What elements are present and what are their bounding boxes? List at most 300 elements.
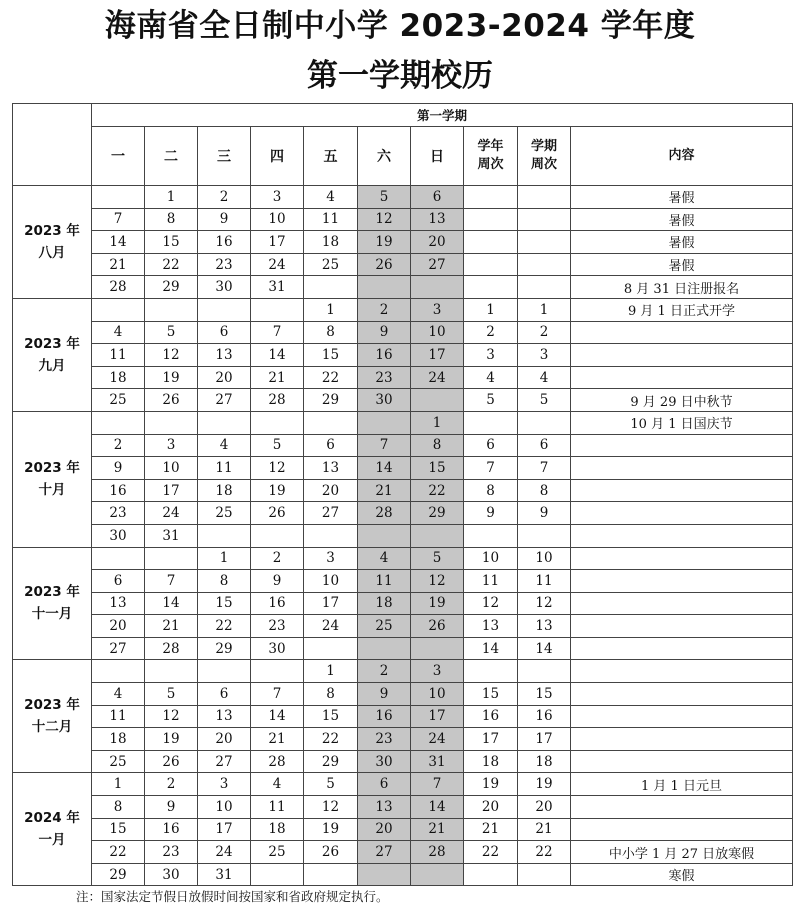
day-cell: 7 bbox=[92, 208, 145, 231]
day-cell: 1 bbox=[145, 186, 198, 209]
month-label bbox=[13, 773, 92, 886]
day-cell: 18 bbox=[304, 231, 358, 254]
day-cell: 4 bbox=[198, 434, 251, 457]
day-cell: 21 bbox=[145, 615, 198, 638]
day-cell: 31 bbox=[251, 276, 304, 299]
term-week-cell: 14 bbox=[518, 637, 571, 660]
day-cell: 27 bbox=[358, 841, 411, 864]
day-cell: 23 bbox=[251, 615, 304, 638]
weekday-header: 一 bbox=[92, 127, 145, 186]
week-row bbox=[13, 592, 793, 615]
day-cell: 4 bbox=[358, 547, 411, 570]
day-cell: 5 bbox=[145, 683, 198, 706]
day-cell: 24 bbox=[411, 728, 464, 751]
day-cell bbox=[92, 186, 145, 209]
day-cell: 10 bbox=[145, 457, 198, 480]
day-cell: 17 bbox=[411, 705, 464, 728]
day-cell bbox=[411, 863, 464, 886]
day-cell: 31 bbox=[411, 750, 464, 773]
day-cell bbox=[198, 660, 251, 683]
content-cell bbox=[571, 524, 793, 547]
day-cell: 9 bbox=[358, 683, 411, 706]
day-cell: 24 bbox=[251, 253, 304, 276]
day-cell: 9 bbox=[92, 457, 145, 480]
week-row bbox=[13, 298, 793, 321]
calendar-title: 海南省全日制中小学 2023-2024 学年度 bbox=[104, 8, 696, 44]
term-week-cell bbox=[518, 186, 571, 209]
day-cell bbox=[304, 524, 358, 547]
day-cell: 16 bbox=[358, 705, 411, 728]
day-cell bbox=[358, 863, 411, 886]
year-week-cell bbox=[464, 253, 518, 276]
day-cell bbox=[251, 298, 304, 321]
day-cell: 25 bbox=[251, 841, 304, 864]
year-week-cell bbox=[464, 411, 518, 434]
term-week-cell: 9 bbox=[518, 502, 571, 525]
day-cell bbox=[251, 411, 304, 434]
day-cell: 28 bbox=[251, 750, 304, 773]
day-cell bbox=[358, 524, 411, 547]
day-cell: 29 bbox=[304, 389, 358, 412]
day-cell: 11 bbox=[358, 570, 411, 593]
week-row bbox=[13, 231, 793, 254]
content-cell: 暑假 bbox=[571, 231, 793, 254]
day-cell: 25 bbox=[358, 615, 411, 638]
day-cell: 26 bbox=[145, 389, 198, 412]
day-cell: 17 bbox=[145, 479, 198, 502]
content-cell: 暑假 bbox=[571, 208, 793, 231]
week-row bbox=[13, 728, 793, 751]
day-cell: 6 bbox=[198, 321, 251, 344]
year-week-header-line: 学年 bbox=[477, 139, 504, 154]
day-cell: 18 bbox=[92, 366, 145, 389]
month-label-line: 2023 年 bbox=[24, 222, 80, 239]
day-cell: 14 bbox=[358, 457, 411, 480]
day-cell: 15 bbox=[92, 818, 145, 841]
month-label-line: 十月 bbox=[38, 482, 66, 499]
day-cell bbox=[358, 411, 411, 434]
month-label-line: 八月 bbox=[38, 244, 66, 261]
year-week-cell: 4 bbox=[464, 366, 518, 389]
term-week-cell: 21 bbox=[518, 818, 571, 841]
term-week-header-line: 学期 bbox=[530, 139, 557, 154]
day-cell: 19 bbox=[304, 818, 358, 841]
content-cell bbox=[571, 728, 793, 751]
term-week-cell bbox=[518, 411, 571, 434]
day-cell: 17 bbox=[411, 344, 464, 367]
day-cell: 1 bbox=[198, 547, 251, 570]
year-week-cell: 22 bbox=[464, 841, 518, 864]
day-cell: 5 bbox=[411, 547, 464, 570]
day-cell: 21 bbox=[251, 728, 304, 751]
week-row bbox=[13, 344, 793, 367]
term-week-cell: 15 bbox=[518, 683, 571, 706]
content-cell bbox=[571, 683, 793, 706]
year-week-cell bbox=[464, 660, 518, 683]
day-cell: 5 bbox=[145, 321, 198, 344]
day-cell: 15 bbox=[304, 344, 358, 367]
year-week-header bbox=[464, 127, 518, 186]
day-cell: 20 bbox=[411, 231, 464, 254]
day-cell: 9 bbox=[251, 570, 304, 593]
day-cell: 30 bbox=[198, 276, 251, 299]
day-cell: 2 bbox=[198, 186, 251, 209]
month-label-line: 2023 年 bbox=[24, 335, 80, 352]
month-label bbox=[13, 660, 92, 773]
day-cell: 8 bbox=[304, 321, 358, 344]
day-cell: 17 bbox=[251, 231, 304, 254]
day-cell: 24 bbox=[411, 366, 464, 389]
day-cell: 26 bbox=[145, 750, 198, 773]
week-row bbox=[13, 683, 793, 706]
term-week-cell bbox=[518, 863, 571, 886]
day-cell: 21 bbox=[411, 818, 464, 841]
year-week-cell: 16 bbox=[464, 705, 518, 728]
week-row bbox=[13, 773, 793, 796]
day-cell: 7 bbox=[251, 683, 304, 706]
month-label-line: 2023 年 bbox=[24, 697, 80, 714]
term-week-cell bbox=[518, 208, 571, 231]
day-cell bbox=[304, 863, 358, 886]
content-cell: 1 月 1 日元旦 bbox=[571, 773, 793, 796]
day-cell: 12 bbox=[358, 208, 411, 231]
day-cell: 28 bbox=[411, 841, 464, 864]
day-cell: 29 bbox=[304, 750, 358, 773]
day-cell: 8 bbox=[304, 683, 358, 706]
weekday-header: 二 bbox=[145, 127, 198, 186]
day-cell: 2 bbox=[92, 434, 145, 457]
day-cell: 22 bbox=[411, 479, 464, 502]
day-cell: 8 bbox=[411, 434, 464, 457]
day-cell: 25 bbox=[304, 253, 358, 276]
content-cell bbox=[571, 570, 793, 593]
day-cell: 30 bbox=[251, 637, 304, 660]
day-cell bbox=[198, 524, 251, 547]
term-week-cell: 5 bbox=[518, 389, 571, 412]
day-cell: 11 bbox=[198, 457, 251, 480]
day-cell: 12 bbox=[304, 796, 358, 819]
content-cell bbox=[571, 660, 793, 683]
day-cell: 21 bbox=[92, 253, 145, 276]
day-cell: 13 bbox=[411, 208, 464, 231]
day-cell: 26 bbox=[251, 502, 304, 525]
term-week-cell: 3 bbox=[518, 344, 571, 367]
year-week-cell: 1 bbox=[464, 298, 518, 321]
day-cell bbox=[251, 863, 304, 886]
day-cell: 4 bbox=[92, 683, 145, 706]
term-week-cell: 8 bbox=[518, 479, 571, 502]
day-cell bbox=[145, 547, 198, 570]
year-week-cell bbox=[464, 208, 518, 231]
day-cell: 8 bbox=[92, 796, 145, 819]
week-row bbox=[13, 705, 793, 728]
week-row bbox=[13, 389, 793, 412]
week-row bbox=[13, 479, 793, 502]
term-week-cell bbox=[518, 276, 571, 299]
day-cell: 16 bbox=[358, 344, 411, 367]
term-week-cell: 4 bbox=[518, 366, 571, 389]
day-cell: 6 bbox=[198, 683, 251, 706]
day-cell: 7 bbox=[145, 570, 198, 593]
day-cell: 12 bbox=[145, 344, 198, 367]
day-cell: 13 bbox=[304, 457, 358, 480]
day-cell: 3 bbox=[411, 660, 464, 683]
content-cell bbox=[571, 502, 793, 525]
week-row bbox=[13, 502, 793, 525]
term-week-header bbox=[518, 127, 571, 186]
term-week-cell: 12 bbox=[518, 592, 571, 615]
year-week-cell: 17 bbox=[464, 728, 518, 751]
week-row bbox=[13, 524, 793, 547]
content-cell bbox=[571, 615, 793, 638]
day-cell: 27 bbox=[411, 253, 464, 276]
semester-header: 第一学期 bbox=[92, 104, 793, 127]
day-cell: 11 bbox=[92, 705, 145, 728]
day-cell: 18 bbox=[92, 728, 145, 751]
day-cell: 10 bbox=[411, 683, 464, 706]
day-cell: 2 bbox=[145, 773, 198, 796]
day-cell: 13 bbox=[358, 796, 411, 819]
year-week-cell: 9 bbox=[464, 502, 518, 525]
week-row bbox=[13, 366, 793, 389]
day-cell: 5 bbox=[358, 186, 411, 209]
month-label-line: 2023 年 bbox=[24, 584, 80, 601]
day-cell: 1 bbox=[304, 298, 358, 321]
month-label bbox=[13, 298, 92, 411]
week-row bbox=[13, 547, 793, 570]
day-cell bbox=[251, 660, 304, 683]
day-cell: 10 bbox=[411, 321, 464, 344]
content-cell bbox=[571, 366, 793, 389]
calendar-subtitle: 第一学期校历 bbox=[307, 58, 493, 94]
day-cell: 23 bbox=[145, 841, 198, 864]
day-cell: 3 bbox=[304, 547, 358, 570]
term-week-cell: 16 bbox=[518, 705, 571, 728]
day-cell: 24 bbox=[304, 615, 358, 638]
year-week-cell: 21 bbox=[464, 818, 518, 841]
day-cell: 31 bbox=[198, 863, 251, 886]
day-cell: 17 bbox=[304, 592, 358, 615]
day-cell: 21 bbox=[251, 366, 304, 389]
week-row bbox=[13, 276, 793, 299]
content-cell bbox=[571, 547, 793, 570]
term-week-cell bbox=[518, 253, 571, 276]
content-cell: 寒假 bbox=[571, 863, 793, 886]
day-cell: 23 bbox=[92, 502, 145, 525]
year-week-cell: 19 bbox=[464, 773, 518, 796]
content-cell bbox=[571, 705, 793, 728]
content-cell: 暑假 bbox=[571, 186, 793, 209]
day-cell: 20 bbox=[358, 818, 411, 841]
year-week-header-line: 周次 bbox=[477, 157, 504, 172]
day-cell: 10 bbox=[251, 208, 304, 231]
month-label-line: 十二月 bbox=[31, 719, 73, 736]
day-cell: 3 bbox=[411, 298, 464, 321]
day-cell: 14 bbox=[411, 796, 464, 819]
term-week-cell: 2 bbox=[518, 321, 571, 344]
day-cell: 8 bbox=[198, 570, 251, 593]
year-week-cell: 12 bbox=[464, 592, 518, 615]
day-cell bbox=[411, 276, 464, 299]
week-row bbox=[13, 660, 793, 683]
week-row bbox=[13, 818, 793, 841]
day-cell: 1 bbox=[411, 411, 464, 434]
week-row bbox=[13, 863, 793, 886]
day-cell bbox=[198, 298, 251, 321]
year-week-cell: 20 bbox=[464, 796, 518, 819]
day-cell: 28 bbox=[145, 637, 198, 660]
content-cell: 9 月 29 日中秋节 bbox=[571, 389, 793, 412]
day-cell bbox=[145, 298, 198, 321]
week-row bbox=[13, 253, 793, 276]
day-cell: 27 bbox=[304, 502, 358, 525]
day-cell: 4 bbox=[304, 186, 358, 209]
day-cell: 20 bbox=[198, 366, 251, 389]
day-cell: 15 bbox=[145, 231, 198, 254]
term-week-cell: 17 bbox=[518, 728, 571, 751]
content-cell: 10 月 1 日国庆节 bbox=[571, 411, 793, 434]
day-cell bbox=[411, 389, 464, 412]
day-cell: 27 bbox=[198, 389, 251, 412]
day-cell: 7 bbox=[411, 773, 464, 796]
day-cell: 16 bbox=[251, 592, 304, 615]
term-week-cell: 10 bbox=[518, 547, 571, 570]
content-cell bbox=[571, 321, 793, 344]
day-cell: 23 bbox=[358, 728, 411, 751]
day-cell: 3 bbox=[198, 773, 251, 796]
day-cell: 29 bbox=[198, 637, 251, 660]
day-cell: 29 bbox=[92, 863, 145, 886]
day-cell: 11 bbox=[251, 796, 304, 819]
day-cell: 10 bbox=[304, 570, 358, 593]
school-calendar-table bbox=[12, 103, 793, 886]
term-week-cell: 13 bbox=[518, 615, 571, 638]
month-label-line: 2023 年 bbox=[24, 460, 80, 477]
month-label-line: 十一月 bbox=[31, 606, 73, 623]
day-cell: 24 bbox=[145, 502, 198, 525]
day-cell: 14 bbox=[92, 231, 145, 254]
day-cell bbox=[92, 298, 145, 321]
term-week-cell bbox=[518, 231, 571, 254]
year-week-cell bbox=[464, 863, 518, 886]
content-cell bbox=[571, 457, 793, 480]
year-week-cell: 14 bbox=[464, 637, 518, 660]
year-week-cell: 8 bbox=[464, 479, 518, 502]
day-cell bbox=[304, 637, 358, 660]
day-cell: 18 bbox=[251, 818, 304, 841]
day-cell: 27 bbox=[198, 750, 251, 773]
day-cell: 28 bbox=[92, 276, 145, 299]
day-cell: 18 bbox=[358, 592, 411, 615]
day-cell: 20 bbox=[198, 728, 251, 751]
day-cell: 12 bbox=[411, 570, 464, 593]
day-cell bbox=[251, 524, 304, 547]
day-cell: 28 bbox=[358, 502, 411, 525]
day-cell: 11 bbox=[304, 208, 358, 231]
day-cell: 31 bbox=[145, 524, 198, 547]
term-week-cell bbox=[518, 524, 571, 547]
week-row bbox=[13, 615, 793, 638]
weekday-header: 日 bbox=[411, 127, 464, 186]
day-cell bbox=[92, 547, 145, 570]
day-cell: 7 bbox=[251, 321, 304, 344]
day-cell: 18 bbox=[198, 479, 251, 502]
year-week-cell bbox=[464, 231, 518, 254]
day-cell: 13 bbox=[198, 705, 251, 728]
day-cell: 22 bbox=[304, 366, 358, 389]
day-cell: 16 bbox=[198, 231, 251, 254]
term-week-cell: 18 bbox=[518, 750, 571, 773]
day-cell: 13 bbox=[198, 344, 251, 367]
year-week-cell: 10 bbox=[464, 547, 518, 570]
day-cell: 30 bbox=[358, 750, 411, 773]
day-cell: 30 bbox=[92, 524, 145, 547]
day-cell: 26 bbox=[358, 253, 411, 276]
day-cell: 12 bbox=[145, 705, 198, 728]
content-cell bbox=[571, 344, 793, 367]
day-cell: 1 bbox=[304, 660, 358, 683]
day-cell: 25 bbox=[198, 502, 251, 525]
day-cell: 2 bbox=[251, 547, 304, 570]
content-cell: 暑假 bbox=[571, 253, 793, 276]
day-cell: 16 bbox=[145, 818, 198, 841]
day-cell: 29 bbox=[411, 502, 464, 525]
day-cell: 21 bbox=[358, 479, 411, 502]
content-cell bbox=[571, 637, 793, 660]
content-cell bbox=[571, 818, 793, 841]
day-cell: 2 bbox=[358, 660, 411, 683]
content-cell bbox=[571, 750, 793, 773]
month-label-line: 2024 年 bbox=[24, 810, 80, 827]
day-cell bbox=[411, 637, 464, 660]
day-cell: 19 bbox=[145, 728, 198, 751]
term-week-cell: 20 bbox=[518, 796, 571, 819]
content-cell bbox=[571, 592, 793, 615]
day-cell: 19 bbox=[145, 366, 198, 389]
day-cell: 22 bbox=[198, 615, 251, 638]
day-cell: 9 bbox=[145, 796, 198, 819]
week-row bbox=[13, 750, 793, 773]
day-cell: 25 bbox=[92, 750, 145, 773]
day-cell: 15 bbox=[411, 457, 464, 480]
week-row bbox=[13, 570, 793, 593]
day-cell: 3 bbox=[145, 434, 198, 457]
week-row bbox=[13, 208, 793, 231]
day-cell: 5 bbox=[251, 434, 304, 457]
term-week-cell: 7 bbox=[518, 457, 571, 480]
term-week-cell: 6 bbox=[518, 434, 571, 457]
day-cell: 25 bbox=[92, 389, 145, 412]
day-cell bbox=[411, 524, 464, 547]
week-row bbox=[13, 457, 793, 480]
weekday-header: 六 bbox=[358, 127, 411, 186]
day-cell: 4 bbox=[251, 773, 304, 796]
month-label bbox=[13, 186, 92, 299]
year-week-cell: 7 bbox=[464, 457, 518, 480]
day-cell: 6 bbox=[411, 186, 464, 209]
day-cell: 14 bbox=[145, 592, 198, 615]
day-cell: 11 bbox=[92, 344, 145, 367]
month-label-line: 九月 bbox=[38, 357, 66, 374]
day-cell: 2 bbox=[358, 298, 411, 321]
month-label bbox=[13, 411, 92, 547]
month-label-line: 一月 bbox=[38, 832, 66, 849]
week-row bbox=[13, 796, 793, 819]
day-cell bbox=[145, 660, 198, 683]
year-week-cell: 13 bbox=[464, 615, 518, 638]
day-cell bbox=[358, 637, 411, 660]
day-cell: 13 bbox=[92, 592, 145, 615]
